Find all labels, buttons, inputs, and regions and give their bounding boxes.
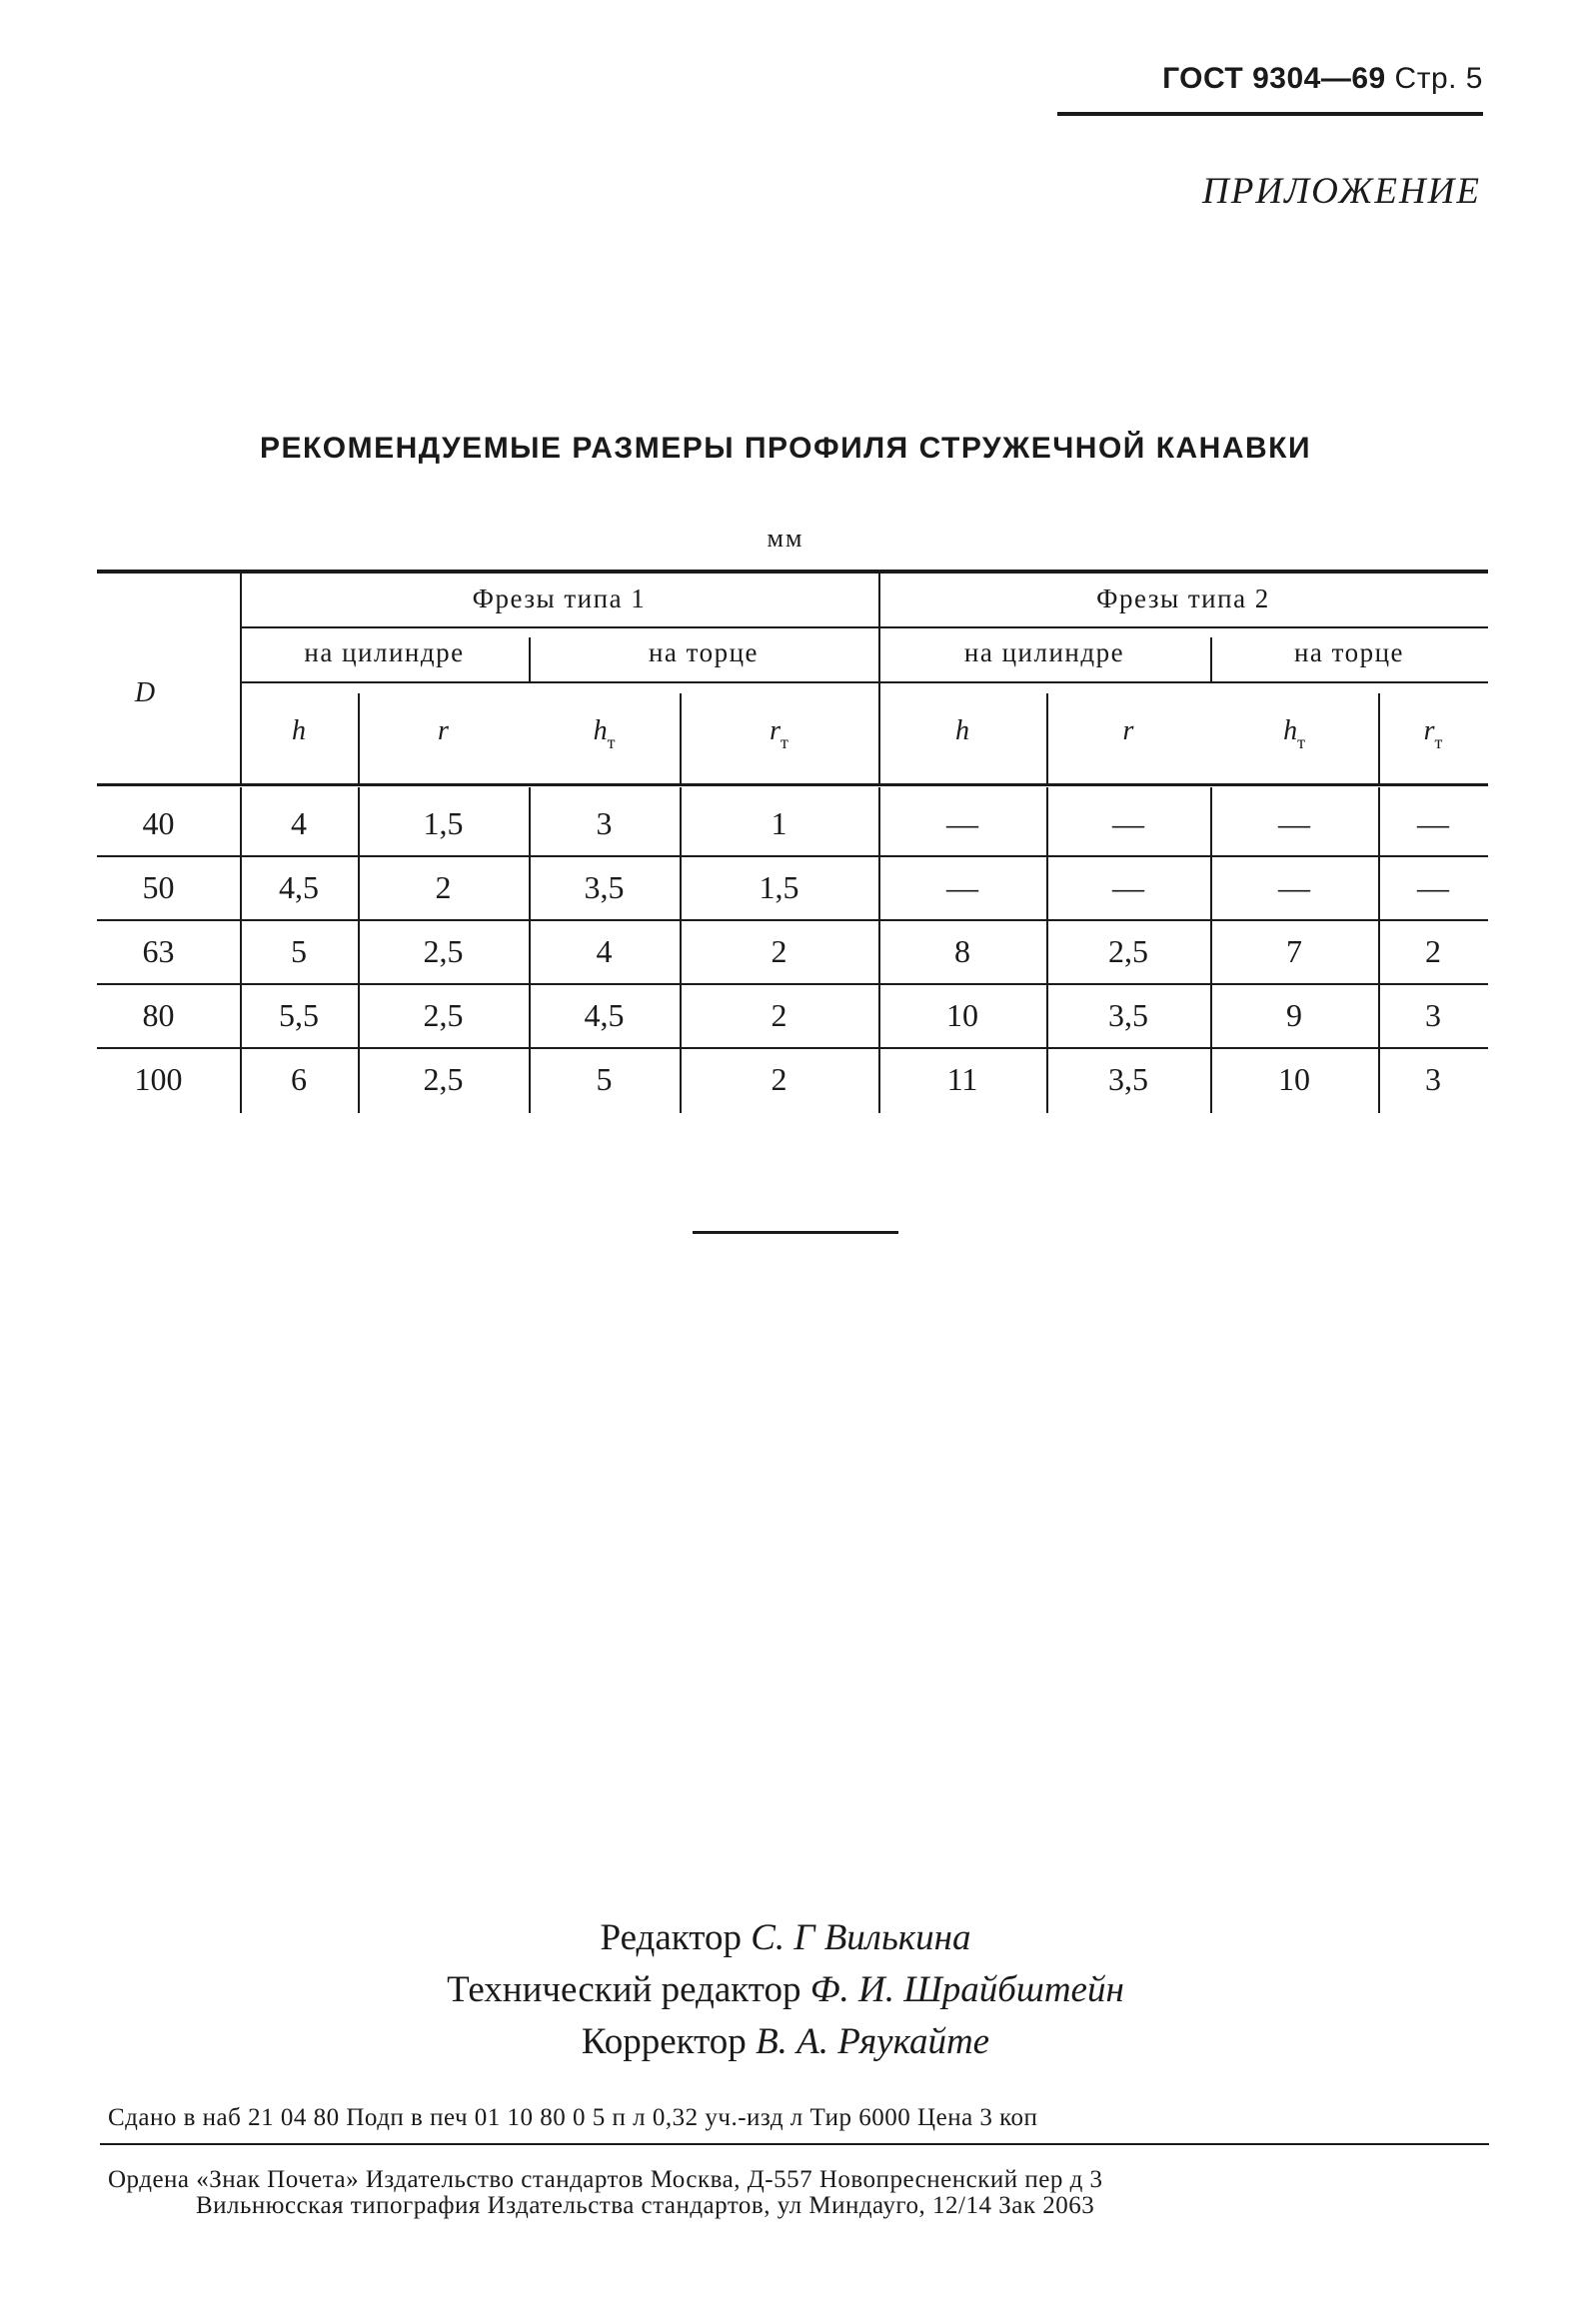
column-header-h-t-3: $h_т$: [593, 715, 616, 752]
table-cell: —: [1112, 869, 1144, 905]
table-cell: 2: [435, 869, 452, 905]
table-cell: 3: [1425, 997, 1441, 1033]
table-cell: 2,5: [423, 1061, 464, 1097]
table-cell: —: [1417, 869, 1449, 905]
corrector-label: Корректор: [581, 2021, 747, 2062]
column-header-h-1: h: [292, 715, 306, 746]
page-number: Стр. 5: [1394, 62, 1483, 95]
table-title: РЕКОМЕНДУЕМЫЕ РАЗМЕРЫ ПРОФИЛЯ СТРУЖЕЧНОЙ КАНАВКИ: [259, 432, 1312, 465]
subgroup-divider-1: [529, 637, 531, 681]
table-cell: 1,5: [423, 805, 464, 841]
table-cell: 9: [1286, 997, 1302, 1033]
body-column-divider: [358, 787, 360, 1113]
editor-label: Редактор: [600, 1917, 742, 1958]
table-cell: 3: [596, 805, 613, 841]
table-top-rule: [97, 570, 1488, 574]
body-column-divider: [1210, 787, 1212, 1113]
group-header-type-2: Фрезы типа 2: [1096, 583, 1270, 613]
row-separator: [97, 983, 1488, 985]
subgroup-header-2: на торце: [648, 637, 760, 667]
column-header-r-6: r: [1122, 715, 1134, 746]
table-cell: 11: [946, 1061, 978, 1097]
row-d-value: 100: [134, 1061, 183, 1097]
column-header-h-5: h: [955, 715, 969, 746]
tech-editor-credit: [0, 1968, 1571, 2011]
header-rule: [1057, 112, 1483, 116]
table-cell: 2: [771, 1061, 787, 1097]
table-cell: 10: [1278, 1061, 1310, 1097]
table-cell: 2: [771, 997, 787, 1033]
tech-editor-label: Технический редактор: [447, 1969, 801, 2010]
row-d-value: 80: [142, 997, 175, 1033]
table-cell: 8: [954, 933, 970, 969]
group-divider: [878, 570, 880, 783]
table-cell: —: [946, 869, 978, 905]
table-cell: 7: [1286, 933, 1302, 969]
row-d-value: 40: [142, 805, 175, 841]
row-separator: [97, 1047, 1488, 1049]
table-cell: 6: [291, 1061, 307, 1097]
imprint-printer: Вильнюсская типография Издательства стандартов, ул Миндауго, 12/14 Зак 2063: [196, 2192, 1095, 2219]
column-header-divider-4: [1378, 693, 1380, 783]
column-header-r-t-4: $r_т$: [770, 715, 788, 752]
imprint-rule: [100, 2143, 1489, 2145]
table-cell: 3,5: [1108, 997, 1148, 1033]
row-separator: [97, 919, 1488, 921]
subgroup-header-1: на цилиндре: [304, 637, 465, 667]
tech-editor-name: Ф. И. Шрайбштейн: [809, 1969, 1124, 2010]
body-column-divider: [680, 787, 682, 1113]
table-cell: 1,5: [759, 869, 799, 905]
table-cell: 5: [291, 933, 307, 969]
column-header-r-2: r: [438, 715, 449, 746]
standard-number: ГОСТ 9304—69: [1162, 62, 1386, 95]
table-cell: 2,5: [423, 997, 464, 1033]
table-cell: 1: [771, 805, 787, 841]
table-cell: 4: [291, 805, 307, 841]
group-header-type-1: Фрезы типа 1: [472, 583, 647, 613]
group-header-rule: [240, 626, 1488, 628]
corrector-name: В. А. Ряукайте: [756, 2021, 990, 2062]
subgroup-header-3: на цилиндре: [963, 637, 1125, 667]
column-header-r-t-8: $r_т$: [1423, 715, 1443, 752]
table-cell: 10: [946, 997, 978, 1033]
unit-label: мм: [767, 524, 804, 553]
imprint-print-details: Сдано в наб 21 04 80 Подп в печ 01 10 80 0 5 п л 0,32 уч.-изд л Тир 6000 Цена 3 коп: [108, 2104, 1038, 2131]
table-cell: 2,5: [1108, 933, 1148, 969]
body-column-divider: [878, 787, 880, 1113]
dimensions-table: [97, 570, 1488, 1124]
body-column-divider: [240, 787, 242, 1113]
section-divider: [693, 1231, 898, 1234]
row-separator: [97, 855, 1488, 857]
row-header-d: D: [134, 677, 156, 708]
table-cell: 2: [771, 933, 787, 969]
body-column-divider: [1378, 787, 1380, 1113]
table-cell: 3,5: [1108, 1061, 1148, 1097]
subgroup-header-rule: [240, 681, 1488, 683]
table-cell: 2: [1425, 933, 1441, 969]
editor-name: С. Г Вилькина: [751, 1917, 971, 1958]
imprint-publisher: Ордена «Знак Почета» Издательство стандартов Москва, Д-557 Новопресненский пер д 3: [108, 2166, 1103, 2193]
row-header-divider: [240, 570, 242, 783]
table-cell: 5,5: [279, 997, 319, 1033]
table-cell: —: [946, 805, 978, 841]
subgroup-divider-2: [1210, 637, 1212, 681]
subgroup-header-4: на торце: [1293, 637, 1405, 667]
column-header-h-t-7: $h_т$: [1283, 715, 1305, 752]
row-d-value: 63: [142, 933, 175, 969]
table-cell: —: [1417, 805, 1449, 841]
table-cell: —: [1278, 869, 1310, 905]
column-header-divider-2: [680, 693, 682, 783]
table-cell: —: [1278, 805, 1310, 841]
body-column-divider: [1046, 787, 1048, 1113]
row-d-value: 50: [142, 869, 175, 905]
table-cell: 4: [596, 933, 613, 969]
table-cell: 5: [596, 1061, 613, 1097]
document-header: [1162, 62, 1483, 96]
column-header-divider-3: [1046, 693, 1048, 783]
editor-credit: [0, 1916, 1571, 1959]
table-cell: 4,5: [279, 869, 319, 905]
corrector-credit: [0, 2020, 1571, 2063]
table-cell: —: [1112, 805, 1144, 841]
table-cell: 2,5: [423, 933, 464, 969]
header-bottom-rule: [97, 783, 1488, 786]
body-column-divider: [529, 787, 531, 1113]
appendix-label: ПРИЛОЖЕНИЕ: [1202, 171, 1481, 212]
table-cell: 3: [1425, 1061, 1441, 1097]
column-header-divider-1: [358, 693, 360, 783]
table-cell: 3,5: [584, 869, 625, 905]
table-cell: 4,5: [584, 997, 625, 1033]
